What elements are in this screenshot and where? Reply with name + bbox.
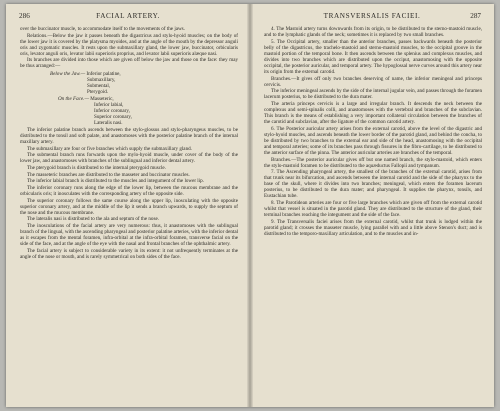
paragraph: The facial artery is subject to considerable variety in its extent: it not unfrequently terminates at the angle of the nose or mouth, and is rarely symmetrical on both sides of the face.: [20, 247, 238, 260]
paragraph: 8. The Parotidean arteries are four or five large branches which are given off from the external carotid whilst that vessel is situated in the parotid gland. They are distributed to the structure of the gland, their terminal branches reaching the integument and the side of the face.: [264, 200, 482, 219]
paragraph: The inferior meningeal ascends by the side of the internal jugular vein, and passes through the foramen lacerum posterius, to be distributed to the dura mater.: [264, 88, 482, 101]
page-number: 287: [470, 12, 481, 20]
paragraph: 4. The Mastoid artery turns downwards from its origin, to be distributed to the sterno-mastoid muscle, and to the lymphatic glands of the neck; sometimes it is replaced by two small branches.: [264, 26, 482, 39]
list-label: On the Face.—: [58, 95, 89, 102]
paragraph: The inferior coronary runs along the edge of the lower lip, between the mucous membrane and the orbicularis oris; it inosculates with the corresponding artery of the opposite side.: [20, 184, 238, 197]
paragraph: The masseteric branches are distributed to the masseter and buccinator muscles.: [27, 171, 190, 178]
list-item: Submaxillary,: [87, 76, 116, 83]
paragraph: Branches.—It gives off only two branches deserving of name, the inferior meningeal and princeps cervicis.: [264, 75, 482, 88]
list-item: Masseteric,: [90, 95, 114, 102]
right-page: [250, 4, 494, 407]
list-label: Below the Jaw.—: [50, 70, 86, 77]
left-page-text: [20, 26, 238, 260]
left-page-header: [19, 11, 237, 21]
list-item: Superior coronary,: [94, 113, 132, 120]
book-spread: [6, 4, 494, 407]
list-item: Inferior coronary,: [94, 107, 130, 114]
paragraph: The inosculations of the facial artery are very numerous: thus, it anastomoses with the sublingual branch of the lingual, with the ascending pharyngeal and posterior palatine arteries, with the inferior dental as it escapes from the mental foramen, infra-orbital at the infra-orbital foramen, transverse facial on the side of the face, and at the angle of the eye with the nasal and frontal branches of the ophthalmic artery.: [20, 222, 238, 248]
list-item: Lateralis nasi.: [94, 119, 123, 126]
paragraph: Its branches are divided into those which are given off below the jaw and those on the face: they may be thus arranged:—: [20, 57, 238, 70]
paragraph: over the buccinator muscle, to accommodate itself to the movements of the jaws.: [20, 26, 185, 32]
paragraph: Branches.—The posterior auricular gives off but one named branch, the stylo-mastoid, which enters the stylo-mastoid foramen to be distributed to the aquæductus Fallopii and tympanum.: [264, 156, 482, 169]
list-item: Pterygoid.: [87, 88, 109, 95]
paragraph: The superior coronary follows the same course along the upper lip, inosculating with the opposite superior coronary artery, and at the middle of the lip it sends a branch upwards, to supply the septum of the nose and the mucous membrane.: [20, 197, 238, 216]
paragraph: 9. The Transversalis faciei arises from the external carotid, whilst that trunk is lodged within the parotid gland; it crosses the masseter muscle, lying parallel with and a little above Stenon's duct; and is distributed to the temporo-maxillary articulation, and to the muscles and in-: [264, 218, 482, 237]
running-title: TRANSVERSALIS FACIEI.: [323, 12, 421, 20]
right-page-text: [264, 26, 482, 238]
paragraph: The pterygoid branch is distributed to the internal pterygoid muscle.: [27, 165, 166, 171]
paragraph: 5. The Occipital artery, smaller than the anterior branches, passes backwards beneath the posterior belly of the digastricus, the trachelo-mastoid and sterno-mastoid muscles, to the occipital groove in the mastoid portion of the temporal bone. It then ascends between the splenius and complexus muscles, and divides into two branches which are distributed upon the occiput, anastomosing with the opposite occipital, the posterior auricular, and temporal artery. The hypoglossal nerve curves around this artery near its origin from the external carotid.: [264, 38, 482, 75]
paragraph: The inferior labial branch is distributed to the muscles and integument of the lower lip.: [27, 178, 204, 185]
paragraph: Relations.—Below the jaw it passes beneath the digastricus and stylo-hyoid muscles; on the body of the lower jaw it is covered by the platysma myoides, and at the angle of the mouth by the depressor anguli oris and zygomatic muscles. It rests upon the submaxillary gland, the lower jaw, buccinator, orbicularis oris, levator anguli oris, levator labii superioris proprius, and levator labii superioris alæque nasi.: [20, 32, 238, 57]
paragraph: The lateralis nasi is distributed to the ala and septum of the nose.: [27, 216, 159, 223]
list-item: Submental,: [87, 82, 111, 89]
branch-list-below-jaw: [50, 71, 238, 95]
page-number: 286: [19, 12, 30, 20]
paragraph: The submaxillary are four or five branches which supply the submaxillary gland.: [27, 145, 192, 152]
paragraph: The arteria princeps cervicis is a large and irregular branch. It descends the neck between the complexus and semi-spinalis colli, and anastomoses with the vertebral and branches of the subclavian. This branch is the means of establishing a very important collateral circulation between the branches of the carotid and subclavian, after the ligature of the common carotid artery.: [264, 100, 482, 126]
running-title: FACIAL ARTERY.: [96, 12, 160, 20]
list-item: Inferior palatine,: [86, 70, 121, 77]
paragraph: 6. The Posterior auricular artery arises from the external carotid, above the level of the digastric and stylo-hyoid muscles, and ascends beneath the lower border of the parotid gland, and behind the concha, to be distributed by two branches to the external ear and side of the head, anastomosing with the occipital and temporal arteries; some of its branches pass through fissures in the fibro-cartilage, to be distributed to the anterior surface of the pinna. The anterior auricular arteries are branches of the temporal.: [264, 125, 482, 156]
paragraph: 7. The Ascending pharyngeal artery, the smallest of the branches of the external carotid, arises from that trunk near its bifurcation, and ascends between the internal carotid and the side of the pharynx to the base of the skull, where it divides into two branches; meningeal, which enters the foramen lacerum posterius, to be distributed to the dura mater; and pharyngeal. It supplies the pharynx, tonsils, and Eustachian tube.: [264, 169, 482, 200]
list-item: Inferior labial,: [94, 101, 124, 108]
paragraph: The inferior palatine branch ascends between the stylo-glossus and stylo-pharyngeus muscles, to be distributed to the tonsil and soft palate, and anastomoses with the posterior palatine branch of the internal maxillary artery.: [20, 126, 238, 146]
left-page: [6, 4, 250, 407]
right-page-header: [263, 11, 481, 21]
branch-list-on-face: [58, 96, 238, 126]
paragraph: The submental branch runs forwards upon the mylo-hyoid muscle, under cover of the body of the lower jaw, and anastomoses with branches of the sublingual and inferior dental artery.: [20, 152, 238, 165]
